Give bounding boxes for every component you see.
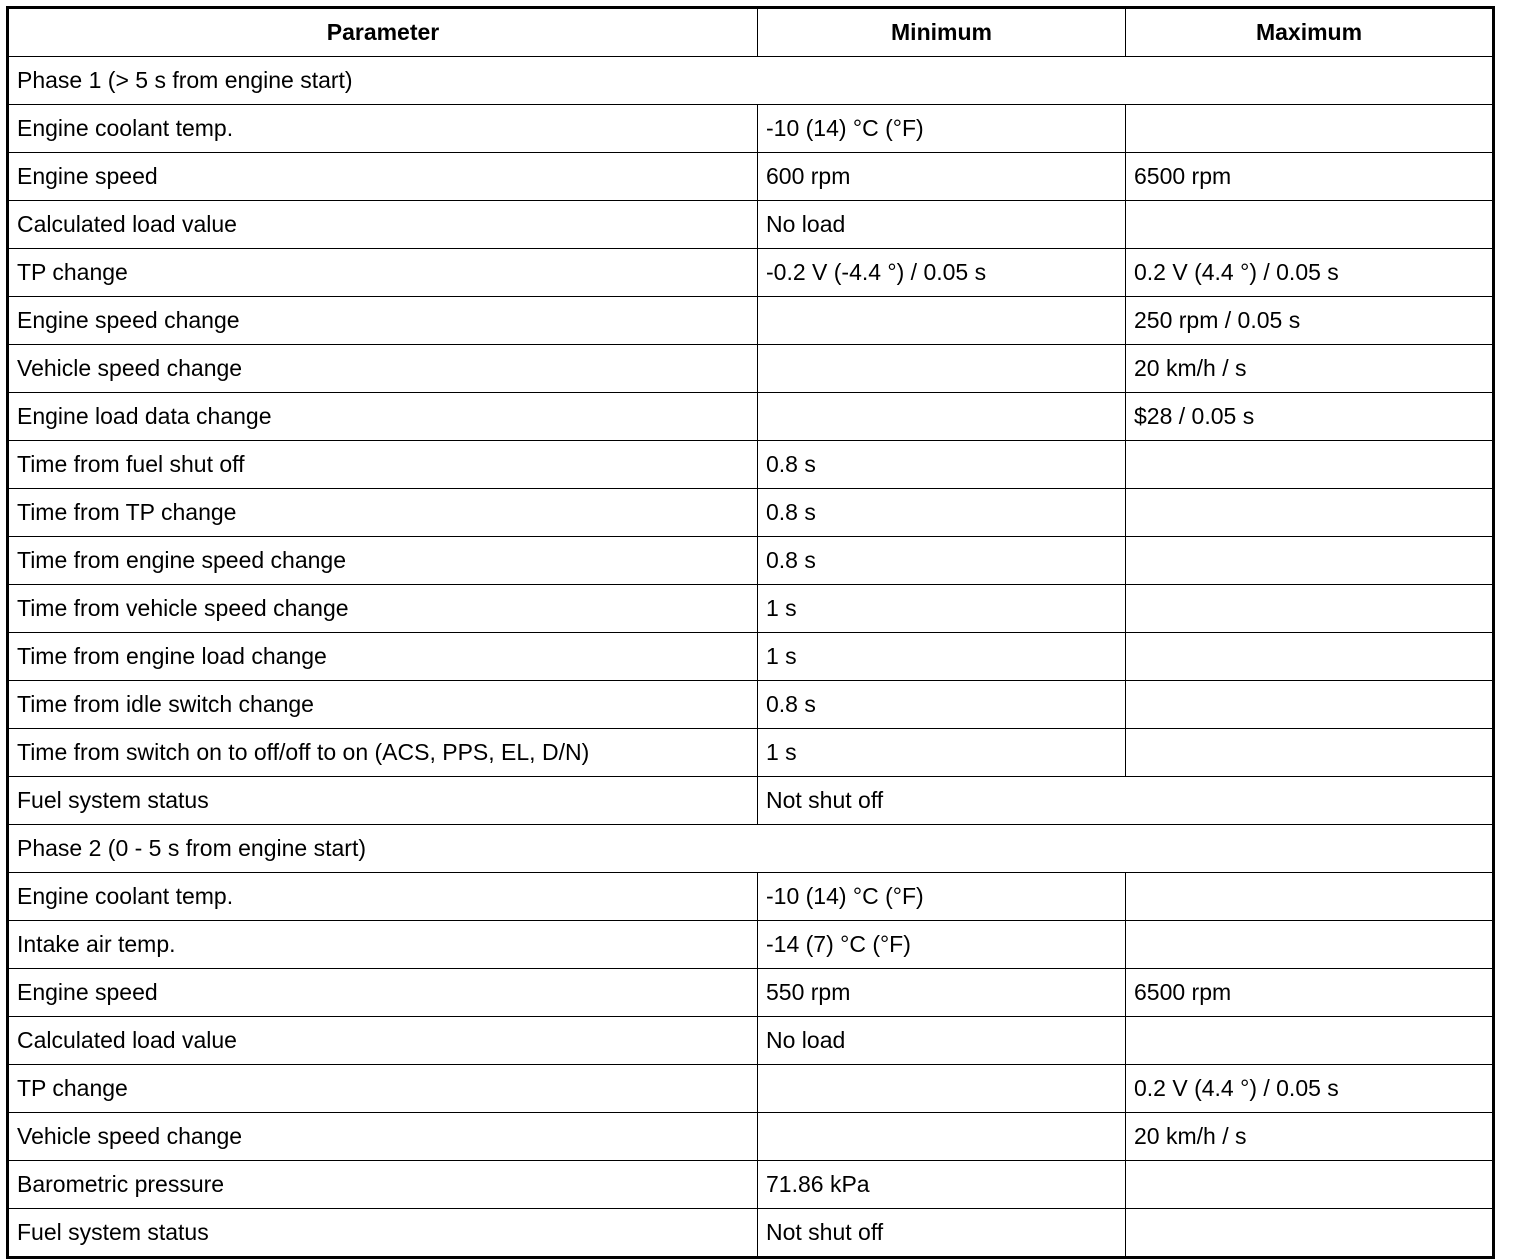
parameter-cell: Time from switch on to off/off to on (ACS, PPS, EL, D/N)	[8, 729, 758, 777]
minimum-cell: 1 s	[758, 585, 1126, 633]
maximum-cell: 0.2 V (4.4 °) / 0.05 s	[1126, 249, 1494, 297]
minimum-cell: -10 (14) °C (°F)	[758, 105, 1126, 153]
table-row	[8, 153, 1494, 201]
section-label: Phase 2 (0 - 5 s from engine start)	[8, 825, 1494, 873]
minimum-cell: 600 rpm	[758, 153, 1126, 201]
minimum-cell: -0.2 V (-4.4 °) / 0.05 s	[758, 249, 1126, 297]
table-row	[8, 1209, 1494, 1258]
parameter-cell: Engine coolant temp.	[8, 105, 758, 153]
minimum-cell	[758, 1113, 1126, 1161]
parameter-cell: Engine load data change	[8, 393, 758, 441]
table-row	[8, 1017, 1494, 1065]
minimum-cell: 0.8 s	[758, 489, 1126, 537]
table-row	[8, 777, 1494, 825]
parameter-cell: Calculated load value	[8, 201, 758, 249]
section-row	[8, 57, 1494, 105]
table-row	[8, 345, 1494, 393]
minimum-cell: 1 s	[758, 633, 1126, 681]
minimum-cell: -10 (14) °C (°F)	[758, 873, 1126, 921]
table-row	[8, 249, 1494, 297]
minimum-cell: 71.86 kPa	[758, 1161, 1126, 1209]
table-row	[8, 969, 1494, 1017]
parameter-cell: Engine speed change	[8, 297, 758, 345]
maximum-cell	[1126, 201, 1494, 249]
parameter-cell: Engine speed	[8, 153, 758, 201]
table-row	[8, 681, 1494, 729]
parameter-cell: Engine speed	[8, 969, 758, 1017]
parameter-cell: Time from idle switch change	[8, 681, 758, 729]
table-row	[8, 537, 1494, 585]
minimum-cell: No load	[758, 201, 1126, 249]
maximum-cell: 20 km/h / s	[1126, 345, 1494, 393]
parameter-cell: TP change	[8, 249, 758, 297]
table-row	[8, 1161, 1494, 1209]
minimum-cell	[758, 1065, 1126, 1113]
parameter-cell: Engine coolant temp.	[8, 873, 758, 921]
maximum-cell: 250 rpm / 0.05 s	[1126, 297, 1494, 345]
maximum-cell	[1126, 1209, 1494, 1258]
table-row	[8, 489, 1494, 537]
minimum-cell: 550 rpm	[758, 969, 1126, 1017]
parameter-cell: Vehicle speed change	[8, 1113, 758, 1161]
minimum-cell	[758, 297, 1126, 345]
maximum-cell	[1126, 489, 1494, 537]
minimum-cell	[758, 345, 1126, 393]
minimum-cell: 0.8 s	[758, 441, 1126, 489]
section-label: Phase 1 (> 5 s from engine start)	[8, 57, 1494, 105]
parameter-cell: TP change	[8, 1065, 758, 1113]
parameter-cell: Barometric pressure	[8, 1161, 758, 1209]
parameter-cell: Intake air temp.	[8, 921, 758, 969]
maximum-cell: $28 / 0.05 s	[1126, 393, 1494, 441]
spanned-value-cell: Not shut off	[758, 777, 1494, 825]
parameter-cell: Vehicle speed change	[8, 345, 758, 393]
parameter-cell: Time from engine speed change	[8, 537, 758, 585]
table-row	[8, 297, 1494, 345]
maximum-cell	[1126, 537, 1494, 585]
maximum-cell	[1126, 681, 1494, 729]
header-minimum: Minimum	[758, 8, 1126, 57]
table-row	[8, 1065, 1494, 1113]
table-row	[8, 441, 1494, 489]
maximum-cell: 6500 rpm	[1126, 969, 1494, 1017]
maximum-cell: 6500 rpm	[1126, 153, 1494, 201]
maximum-cell	[1126, 1161, 1494, 1209]
parameter-cell: Calculated load value	[8, 1017, 758, 1065]
minimum-cell: Not shut off	[758, 1209, 1126, 1258]
maximum-cell: 20 km/h / s	[1126, 1113, 1494, 1161]
table-row	[8, 393, 1494, 441]
minimum-cell: -14 (7) °C (°F)	[758, 921, 1126, 969]
table-row	[8, 729, 1494, 777]
header-parameter: Parameter	[8, 8, 758, 57]
parameter-cell: Fuel system status	[8, 777, 758, 825]
maximum-cell	[1126, 633, 1494, 681]
parameter-cell: Time from TP change	[8, 489, 758, 537]
table-row	[8, 921, 1494, 969]
maximum-cell	[1126, 921, 1494, 969]
parameter-cell: Time from fuel shut off	[8, 441, 758, 489]
parameter-cell: Fuel system status	[8, 1209, 758, 1258]
maximum-cell	[1126, 441, 1494, 489]
table-row	[8, 201, 1494, 249]
spec-table	[6, 6, 1495, 1259]
parameter-cell: Time from engine load change	[8, 633, 758, 681]
maximum-cell: 0.2 V (4.4 °) / 0.05 s	[1126, 1065, 1494, 1113]
header-row	[8, 8, 1494, 57]
table-row	[8, 873, 1494, 921]
table-row	[8, 633, 1494, 681]
maximum-cell	[1126, 105, 1494, 153]
minimum-cell: No load	[758, 1017, 1126, 1065]
table-row	[8, 105, 1494, 153]
parameter-cell: Time from vehicle speed change	[8, 585, 758, 633]
section-row	[8, 825, 1494, 873]
header-maximum: Maximum	[1126, 8, 1494, 57]
maximum-cell	[1126, 585, 1494, 633]
maximum-cell	[1126, 873, 1494, 921]
table-row	[8, 1113, 1494, 1161]
minimum-cell: 1 s	[758, 729, 1126, 777]
maximum-cell	[1126, 1017, 1494, 1065]
maximum-cell	[1126, 729, 1494, 777]
minimum-cell: 0.8 s	[758, 537, 1126, 585]
table-row	[8, 585, 1494, 633]
minimum-cell	[758, 393, 1126, 441]
minimum-cell: 0.8 s	[758, 681, 1126, 729]
